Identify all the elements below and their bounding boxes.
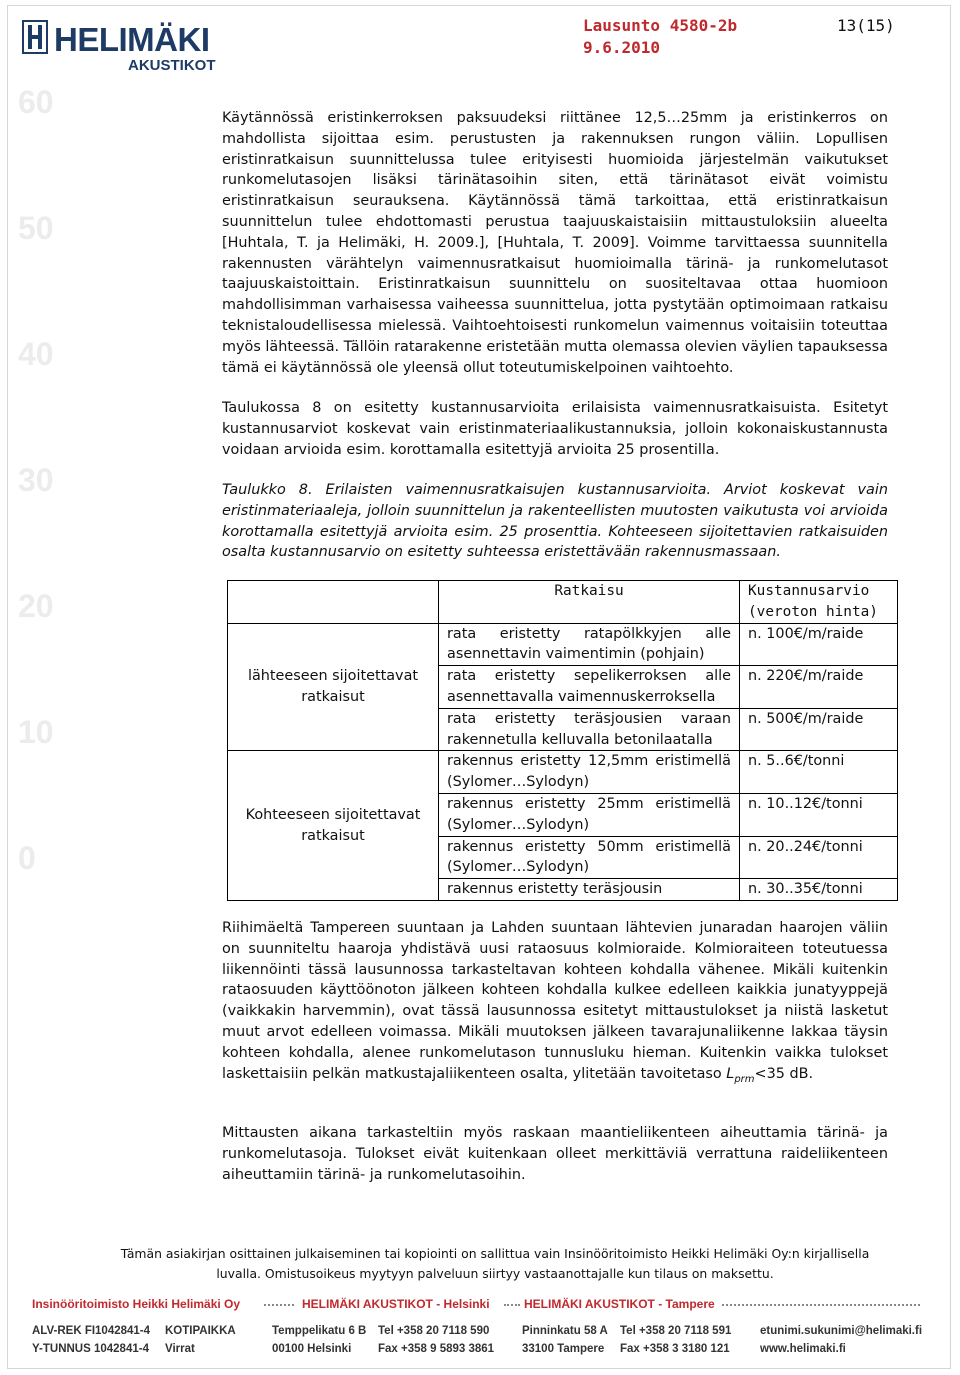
table-row xyxy=(228,623,898,666)
footer-kotipaikka-city: Virrat xyxy=(165,1343,195,1355)
footer-divider xyxy=(504,1304,520,1306)
paragraph-cost-intro: Taulukossa 8 on esitetty kustannusarvioita erilaisista vaimennusratkaisuista. Esitetyt kustannusarviot koskevat vain eristinmateriaalikustannuksia, jolloin kokonaiskustannusta voidaan arvioida esim. korottamalla esitettyjä arvioita 25 prosentilla. xyxy=(222,400,888,458)
paragraph-triangle-track xyxy=(222,918,888,1090)
footer-helsinki-zip: 00100 Helsinki xyxy=(272,1343,352,1355)
target-level: <35 dB. xyxy=(754,1065,814,1082)
column-header-cost: Kustannusarvio (veroton hinta) xyxy=(740,581,898,624)
solution-cell: rata eristetty sepelikerroksen alle asennettavalla vaimennuskerroksella xyxy=(439,666,740,709)
solution-cell: rakennus eristetty 12,5mm eristimellä (Sylomer…Sylodyn) xyxy=(439,751,740,794)
paragraph-isolation: Käytännössä eristinkerroksen paksuudeksi riittänee 12,5…25mm ja eristinkerros on mahdollista sijoittaa esim. perustusten ja rakennuksen rungon väliin. Lopullisen eristinratkaisun suunnittelussa tulee erityisesti huomioida järjestelmän vaikutukset runkomelutasojen lisäksi tärinätasoihin siten, että tärinätasot eivät voimistu eristinratkaisun seurauksena. Käytännössä tämä tarkoittaa, että eristinratkaisun suunnittelun tulee ehdottomasti perustua taajuuskaistaisiin mittaustuloksiin alueelta [Huhtala, T. ja Helimäki, H. 2009.], [Huhtala, T. 2009]. Voimme tarvittaessa suunnitella rakennusten värähtelyn vaimennusratkaisut huomioimalla tärinä- ja runkomelutasot taajuuskaistoittain. Eristinratkaisun suunnittelu on suositeltavaa ottaa huomioon mahdollisimman varhaisessa vaiheessa suunnittelua, jotta pystytään optimoimaan ratkaisu teknistaloudellisessa mielessä. Vaihtoehtoisesti runkomelun vaimennus voitaisiin toteuttaa myös lähteessä. Tällöin ratarakenne eristetään mutta olemassa olevien väylien tapauksessa tämä ei käytännössä ole yleensä ollut toteutumiskelpoinen vaihtoehto. xyxy=(222,110,888,376)
footer-helsinki-fax: Fax +358 9 5893 3861 xyxy=(378,1343,495,1355)
watermark-number: 50 xyxy=(18,210,54,246)
cost-cell: n. 10..12€/tonni xyxy=(740,793,898,836)
cost-cell: n. 100€/m/raide xyxy=(740,623,898,666)
table-corner-cell xyxy=(228,581,439,624)
document-date: 9.6.2010 xyxy=(583,38,661,57)
solution-cell: rakennus eristetty 25mm eristimellä (Sylomer…Sylodyn) xyxy=(439,793,740,836)
cost-cell: n. 20..24€/tonni xyxy=(740,836,898,879)
footer-email[interactable]: etunimi.sukunimi@helimaki.fi xyxy=(760,1325,923,1337)
watermark-number: 10 xyxy=(18,714,54,750)
footer-office-row xyxy=(32,1297,922,1315)
solution-cell: rakennus eristetty 50mm eristimellä (Sylomer…Sylodyn) xyxy=(439,836,740,879)
solution-cell: rata eristetty ratapölkkyjen alle asennettavin vaimentimin (pohjain) xyxy=(439,623,740,666)
watermark-number: 20 xyxy=(18,588,54,624)
watermark-number: 60 xyxy=(18,84,54,120)
logo-name: HELIMÄKI xyxy=(54,21,210,58)
page-number: 13(15) xyxy=(837,16,895,35)
footer-alv: ALV-REK FI1042841-4 xyxy=(32,1325,151,1337)
table-row xyxy=(228,751,898,794)
paragraph-road-traffic: Mittausten aikana tarkasteltiin myös raskaan maantieliikenteen aiheuttamia tärinä- ja runkomelutasoja. Tulokset eivät kuitenkaan olleet merkittäviä verrattuna raideliikenteen aiheuttamiin tärinä- ja runkomelutasoihin. xyxy=(222,1125,888,1183)
cost-cell: n. 220€/m/raide xyxy=(740,666,898,709)
paragraph-triangle-track-text: Riihimäeltä Tampereen suuntaan ja Lahden suuntaan lähtevien junaradan haarojen väliin on suunniteltu haaroja yhdistävä uusi rataosuus kolmioraide. Kolmioraiteen toteutuessa liikennöinti tässä lausunnossa tarkasteltavan kohteen kohdalla vähenee. Mikäli kuitenkin rataosuuden käyttöönoton jälkeen kohteen kohdalla kulkee edelleen kaikkia junatyyppejä (vaikkakin harvemmin), ovat tässä lausunnossa esitetyt mittaustulokset ja niistä lasketut muut arvot edelleen voimassa. Mikäli muutoksen jälkeen tavarajunaliikenne lakkaa täysin kohteen kohdalla, alenee runkomelutason tunnusluku hieman. Kuitenkin vaikka tulokset laskettaisiin pelkän matkustajaliikenteen osalta, ylitetään tavoitetaso xyxy=(222,920,888,1082)
logo-subtitle: AKUSTIKOT xyxy=(128,57,216,74)
cost-table xyxy=(227,580,898,901)
group-source: lähteeseen sijoitettavat ratkaisut xyxy=(228,623,439,751)
solution-cell: rakennus eristetty teräsjousin xyxy=(439,879,740,901)
footer-office-helsinki: HELIMÄKI AKUSTIKOT - Helsinki xyxy=(302,1297,490,1311)
footer-company: Insinööritoimisto Heikki Helimäki Oy xyxy=(32,1297,241,1311)
watermark-number: 0 xyxy=(18,840,36,876)
cost-cell: n. 30..35€/tonni xyxy=(740,879,898,901)
cost-cell: n. 500€/m/raide xyxy=(740,708,898,751)
symbol-subscript: prm xyxy=(734,1073,755,1085)
watermark-number: 40 xyxy=(18,336,54,372)
cost-cell: n. 5..6€/tonni xyxy=(740,751,898,794)
footer-helsinki-tel: Tel +358 20 7118 590 xyxy=(378,1325,490,1337)
footer-kotipaikka: KOTIPAIKKA xyxy=(165,1325,236,1337)
footer-tampere-street: Pinninkatu 58 A xyxy=(522,1325,608,1337)
footer-office-tampere: HELIMÄKI AKUSTIKOT - Tampere xyxy=(524,1297,715,1311)
footer-tampere-fax: Fax +358 3 3180 121 xyxy=(620,1343,730,1355)
group-target: Kohteeseen sijoitettavat ratkaisut xyxy=(228,751,439,901)
document-reference: Lausunto 4580-2b xyxy=(583,16,738,35)
footer-web[interactable]: www.helimaki.fi xyxy=(760,1343,846,1355)
watermark-number: 30 xyxy=(18,462,54,498)
footer-divider xyxy=(722,1304,920,1306)
table-header-row xyxy=(228,581,898,624)
table-caption: Taulukko 8. Erilaisten vaimennusratkaisujen kustannusarvioita. Arviot koskevat vain eristinmateriaaleja, jolloin suunnittelun ja rakenteellisten muutosten vaikutusta voi arvioida korottamalla esitettyjä arvioita esim. 25 prosenttia. Kohteeseen sijoitettavien ratkaisuiden osalta kustannusarvio on esitetty suhteessa eristettävään rakennusmassaan. xyxy=(222,482,888,561)
footer-tampere-zip: 33100 Tampere xyxy=(522,1343,605,1355)
footer-ytunnus: Y-TUNNUS 1042841-4 xyxy=(32,1343,149,1355)
footer-contact-grid xyxy=(32,1325,922,1365)
logo-mark-icon xyxy=(22,20,48,54)
symbol-l: L xyxy=(726,1065,735,1082)
footer-tampere-tel: Tel +358 20 7118 591 xyxy=(620,1325,732,1337)
footer-helsinki-street: Temppelikatu 6 B xyxy=(272,1325,367,1337)
footer-divider xyxy=(264,1304,294,1306)
column-header-solution: Ratkaisu xyxy=(439,581,740,624)
footer-disclaimer: Tämän asiakirjan osittainen julkaiseminen tai kopiointi on sallittua vain Insinööritoimisto Heikki Helimäki Oy:n kirjallisella luvalla. Omistusoikeus myytyyn palveluun siirtyy vastaanottajalle kun tilaus on maksettu. xyxy=(120,1246,870,1281)
solution-cell: rata eristetty teräsjousien varaan rakennetulla kelluvalla betonilaatalla xyxy=(439,708,740,751)
